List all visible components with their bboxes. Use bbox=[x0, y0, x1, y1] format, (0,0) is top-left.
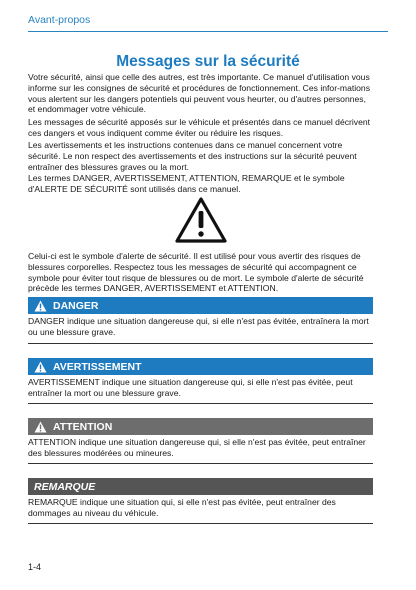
intro-paragraph-2: Les messages de sécurité apposés sur le véhicule et présentés dans ce manuel décrivent ces dangers et vous indiquent comme éviter ou réduire les risques. bbox=[28, 117, 371, 138]
caution-label: ATTENTION bbox=[53, 420, 113, 433]
intro-paragraph-1: Votre sécurité, ainsi que celle des autres, est très importante. Ce manuel d'utilisation vous informe sur les consignes de sécurité et procédures de fonctionnement. Ces infor-mations vous alertent sur les dangers potentiels qui peuvent vous heurter, ou d'autres personnes, et endommager votre véhicule. bbox=[28, 72, 371, 115]
danger-underline bbox=[28, 343, 373, 344]
warning-header bbox=[28, 358, 373, 375]
danger-text: DANGER indique une situation dangereuse qui, si elle n'est pas évitée, entraînera la mort ou une blessure grave. bbox=[28, 316, 369, 337]
warning-label: AVERTISSEMENT bbox=[53, 360, 142, 373]
caution-underline bbox=[28, 463, 373, 464]
intro-paragraph-4: Les termes DANGER, AVERTISSEMENT, ATTENTION, REMARQUE et le symbole d'ALERTE DE SÉCURITÉ sont utilisés dans ce manuel. bbox=[28, 173, 345, 194]
danger-header bbox=[28, 297, 373, 314]
safety-alert-icon bbox=[34, 361, 47, 373]
caution-text: ATTENTION indique une situation dangereuse qui, si elle n'est pas évitée, peut entraîner des blessures modérées ou mineures. bbox=[28, 437, 366, 458]
page-title: Messages sur la sécurité bbox=[116, 53, 300, 70]
notice-header bbox=[28, 478, 373, 495]
header-divider bbox=[28, 31, 388, 32]
notice-label: REMARQUE bbox=[34, 480, 96, 493]
section-label: Avant-propos bbox=[28, 14, 91, 26]
danger-label: DANGER bbox=[53, 299, 99, 312]
symbol-description: Celui-ci est le symbole d'alerte de sécurité. Il est utilisé pour vous avertir des risques de blessures corporelles. Respectez tous les messages de sécurité qui accompagnent ce symbole pour éviter tout risque de blessures ou de mort. Le symbole d'alerte de sécurité précède les termes DANGER, AVERTISSEMENT et ATTENTION. bbox=[28, 251, 364, 294]
warning-underline bbox=[28, 403, 373, 404]
safety-alert-icon bbox=[34, 300, 47, 312]
page-number: 1-4 bbox=[28, 562, 42, 572]
warning-text: AVERTISSEMENT indique une situation dangereuse qui, si elle n'est pas évitée, peut entraîner la mort ou une blessure grave. bbox=[28, 377, 353, 398]
intro-paragraph-3: Les avertissements et les instructions contenues dans ce manuel concernent votre sécurité. Le non respect des avertissements et des instructions sur la sécurité peuvent entraîner des blessures graves ou la mort. bbox=[28, 140, 357, 172]
safety-alert-icon bbox=[34, 421, 47, 433]
safety-alert-icon bbox=[174, 196, 228, 244]
notice-underline bbox=[28, 523, 373, 524]
caution-header bbox=[28, 418, 373, 435]
notice-text: REMARQUE indique une situation qui, si elle n'est pas évitée, peut entraîner des dommages au niveau du véhicule. bbox=[28, 497, 336, 518]
